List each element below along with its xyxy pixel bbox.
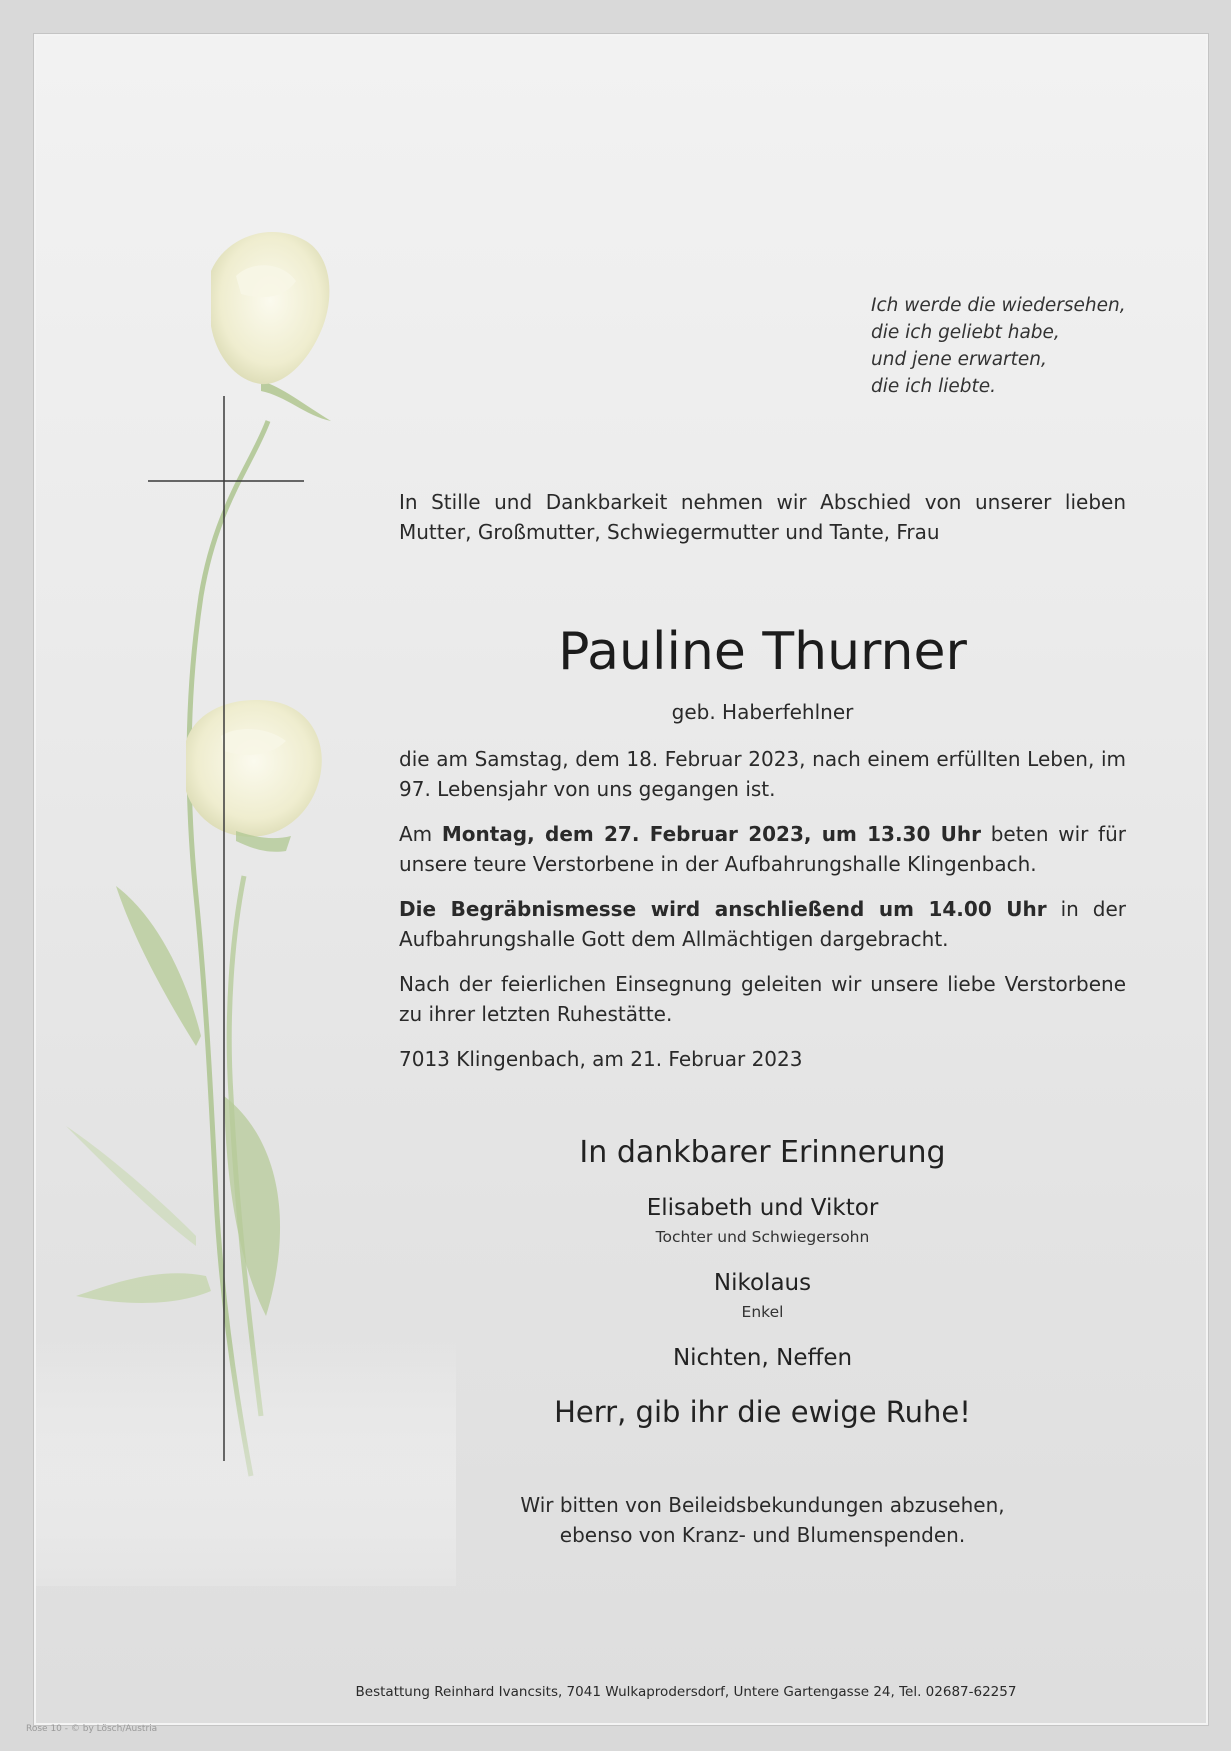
intro-text: In Stille und Dankbarkeit nehmen wir Abschied von unserer lieben Mutter, Großmutter, Schwiegermutter und Tante, Frau xyxy=(399,490,1126,544)
quote-line: die ich geliebt habe, xyxy=(871,322,1060,343)
mass-paragraph xyxy=(399,895,1126,954)
image-credit: Rose 10 - © by Lösch/Austria xyxy=(26,1724,158,1734)
mourner-name: Elisabeth und Viktor xyxy=(646,1195,879,1221)
mass-suffix: in der Aufbahrungshalle Gott dem Allmächtigen dargebracht. xyxy=(399,897,1126,951)
quote-line: und jene erwarten, xyxy=(871,349,1047,370)
mourners-heading: In dankbarer Erinnerung xyxy=(579,1135,946,1170)
prayer-paragraph xyxy=(399,820,1126,879)
other-mourners: Nichten, Neffen xyxy=(672,1345,853,1371)
mourner-relation: Tochter und Schwiegersohn xyxy=(655,1228,870,1246)
prayer-datetime: Montag, dem 27. Februar 2023, um 13.30 Uhr xyxy=(441,822,982,846)
place-date: 7013 Klingenbach, am 21. Februar 2023 xyxy=(399,1047,803,1071)
mourner-relation: Enkel xyxy=(741,1303,784,1321)
quote-line: die ich liebte. xyxy=(871,376,996,397)
funeral-home-footer: Bestattung Reinhard Ivancsits, 7041 Wulkaprodersdorf, Untere Gartengasse 24, Tel. 02687-62257 xyxy=(355,1684,1017,1700)
condolence-note-line: Wir bitten von Beileidsbekundungen abzusehen, xyxy=(520,1493,1005,1517)
death-paragraph: die am Samstag, dem 18. Februar 2023, nach einem erfüllten Leben, im 97. Lebensjahr von uns gegangen ist. xyxy=(399,747,1126,801)
condolence-note-line: ebenso von Kranz- und Blumenspenden. xyxy=(559,1523,966,1547)
closing-prayer: Herr, gib ihr die ewige Ruhe! xyxy=(554,1395,971,1429)
prayer-prefix: Am xyxy=(399,822,442,846)
quote-line: Ich werde die wiedersehen, xyxy=(871,295,1126,316)
prayer-suffix: beten wir für unsere teure Verstorbene in der Aufbahrungshalle Klingenbach. xyxy=(399,822,1126,876)
memorial-quote xyxy=(871,292,1201,400)
deceased-name: Pauline Thurner xyxy=(558,622,967,682)
mourner-name: Nikolaus xyxy=(713,1270,812,1296)
obituary-card xyxy=(34,34,1208,1725)
birth-name: geb. Haberfehlner xyxy=(671,700,854,724)
rose-illustration xyxy=(36,36,1206,1723)
burial-paragraph: Nach der feierlichen Einsegnung geleiten wir unsere liebe Verstorbene zu ihrer letzten Ruhestätte. xyxy=(399,972,1126,1026)
mass-time: Die Begräbnismesse wird anschließend um 14.00 Uhr xyxy=(399,897,1047,921)
